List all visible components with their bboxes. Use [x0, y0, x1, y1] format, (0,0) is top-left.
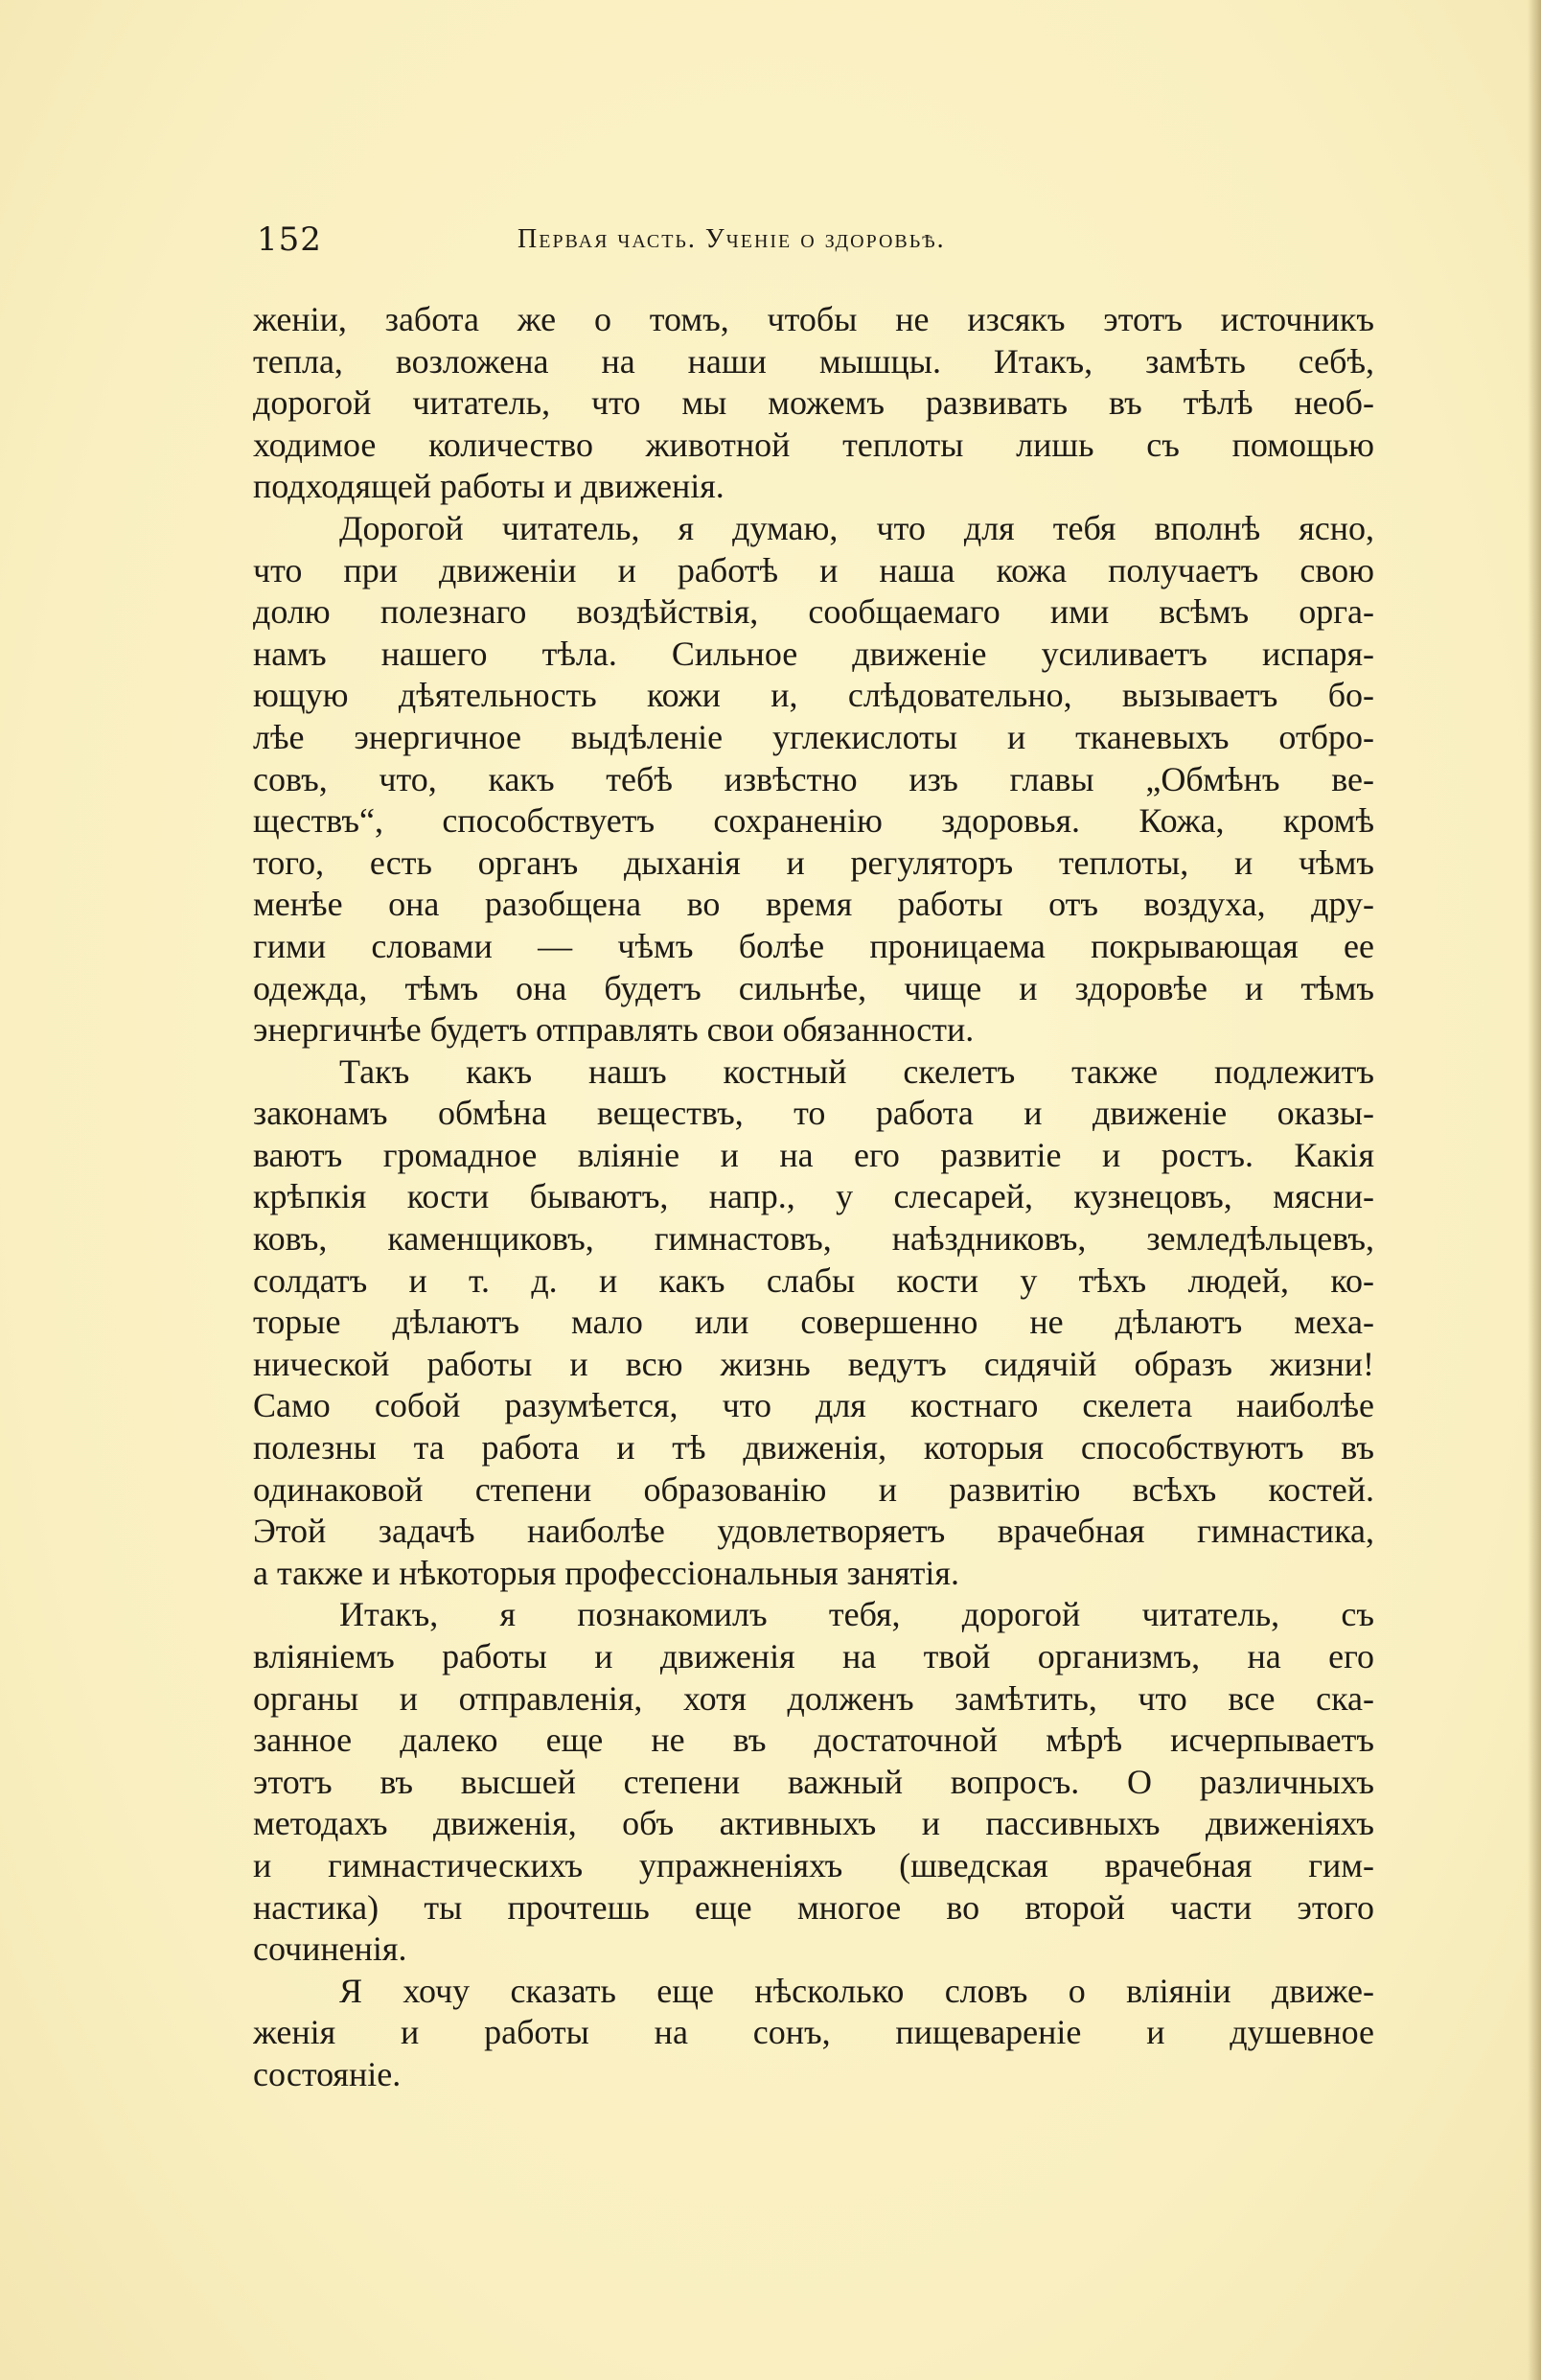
text-line: долю полезнаго воздѣйствія, сообщаемаго ими всѣмъ орга- [253, 592, 1374, 632]
body-text [253, 299, 1374, 2096]
text-line: ваютъ громадное вліяніе и на его развитіе и ростъ. Какія [253, 1135, 1374, 1174]
text-line: торые дѣлаютъ мало или совершенно не дѣлаютъ меха- [253, 1303, 1374, 1342]
text-line: и гимнастическихъ упражненіяхъ (шведская врачебная гим- [253, 1845, 1374, 1884]
text-line: одежда, тѣмъ она будетъ сильнѣе, чище и здоровѣе и тѣмъ [253, 968, 1374, 1007]
page-number: 152 [257, 220, 322, 259]
page-edge-shadow [1528, 0, 1541, 2380]
text-line: Итакъ, я познакомилъ тебя, дорогой читатель, съ [339, 1595, 1374, 1634]
text-line: женія и работы на сонъ, пищевареніе и душевное [253, 2013, 1374, 2052]
text-line: органы и отправленія, хотя долженъ замѣтить, что все ска- [253, 1678, 1374, 1718]
text-line: ществъ“, способствуетъ сохраненію здоровья. Кожа, кромѣ [253, 801, 1374, 841]
text-line: женіи, забота же о томъ, чтобы не изсякъ этотъ источникъ [253, 300, 1374, 338]
text-line: Этой задачѣ наиболѣе удовлетворяетъ врачебная гимнастика, [253, 1512, 1374, 1551]
text-line: ющую дѣятельность кожи и, слѣдовательно, вызываетъ бо- [253, 676, 1374, 715]
text-line: ходимое количество животной теплоты лишь съ помощью [253, 425, 1374, 464]
text-line: намъ нашего тѣла. Сильное движеніе усиливаетъ испаря- [253, 634, 1374, 673]
text-line: одинаковой степени образованію и развитію всѣхъ костей. [253, 1469, 1374, 1509]
text-line: Я хочу сказать еще нѣсколько словъ о вліяніи движе- [339, 1971, 1374, 2010]
text-line: этотъ въ высшей степени важный вопросъ. О различныхъ [253, 1762, 1374, 1801]
text-line: а также и нѣкоторыя профессіональныя занятія. [253, 1553, 959, 1592]
text-line: что при движеніи и работѣ и наша кожа получаетъ свою [253, 550, 1374, 589]
text-line: полезны та работа и тѣ движенія, которыя способствуютъ въ [253, 1428, 1374, 1467]
text-line: дорогой читатель, что мы можемъ развивать въ тѣлѣ необ- [253, 383, 1374, 423]
text-line: занное далеко еще не въ достаточной мѣрѣ исчерпываетъ [253, 1721, 1374, 1760]
text-line: крѣпкія кости бываютъ, напр., у слесарей, кузнецовъ, мясни- [253, 1177, 1374, 1216]
text-line: Дорогой читатель, я думаю, что для тебя вполнѣ ясно, [339, 508, 1374, 547]
text-line: тепла, возложена на наши мышцы. Итакъ, замѣть себѣ, [253, 341, 1374, 381]
page-header [257, 213, 1368, 266]
text-line: лѣе энергичное выдѣленіе углекислоты и тканевыхъ отбро- [253, 717, 1374, 756]
text-line: совъ, что, какъ тебѣ извѣстно изъ главы „Обмѣнъ ве- [253, 759, 1374, 798]
text-line: методахъ движенія, объ активныхъ и пассивныхъ движеніяхъ [253, 1804, 1374, 1843]
text-line: менѣе она разобщена во время работы отъ воздуха, дру- [253, 885, 1374, 924]
text-line: состояніе. [253, 2054, 402, 2093]
text-line: сочиненія. [253, 1929, 407, 1969]
text-line: того, есть органъ дыханія и регуляторъ теплоты, и чѣмъ [253, 843, 1374, 882]
running-head: Первая часть. Ученіе о здоровьѣ. [518, 224, 946, 254]
text-line: энергичнѣе будетъ отправлять свои обязанности. [253, 1010, 975, 1050]
text-line: Само собой разумѣется, что для костнаго скелета наиболѣе [253, 1386, 1374, 1425]
text-line: нической работы и всю жизнь ведутъ сидячій образъ жизни! [253, 1344, 1374, 1383]
text-line: законамъ обмѣна веществъ, то работа и движеніе оказы- [253, 1094, 1374, 1133]
text-line: подходящей работы и движенія. [253, 467, 724, 506]
text-line: вліяніемъ работы и движенія на твой организмъ, на его [253, 1637, 1374, 1675]
text-line: ковъ, каменщиковъ, гимнастовъ, наѣздниковъ, земледѣльцевъ, [253, 1219, 1374, 1259]
text-line: настика) ты прочтешь еще многое во второй части этого [253, 1887, 1374, 1927]
text-line: Такъ какъ нашъ костный скелетъ также подлежитъ [339, 1051, 1374, 1091]
text-line: солдатъ и т. д. и какъ слабы кости у тѣхъ людей, ко- [253, 1260, 1374, 1300]
text-line: гими словами — чѣмъ болѣе проницаема покрывающая ее [253, 926, 1374, 965]
